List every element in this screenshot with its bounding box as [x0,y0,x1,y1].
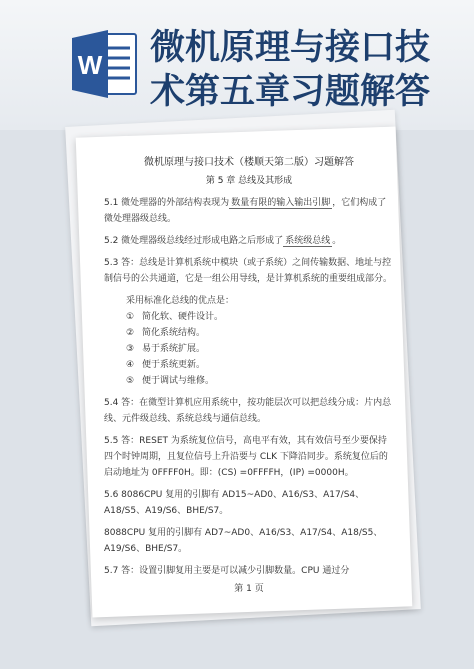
list-item: ⑤ 便于调试与维修。 [126,376,215,386]
page-number: 第 1 页 [234,584,264,594]
title-line-2: 术第五章习题解答 [150,72,431,112]
answer-5-6-8088: 8088CPU 复用的引脚有 AD7~AD0、A16/S3、A17/S4、A18/S5、A19/S6、BHE/S7。 [104,528,383,554]
answer-5-1-pre: 5.1 微处理器的外部结构表现为 [104,198,230,208]
answer-5-2-underlined: 系统级总线 [285,236,331,246]
answer-5-6-8086: 5.6 8086CPU 复用的引脚有 AD15~AD0、A16/S3、A17/S4、A18/S5、A19/S6、BHE/S7。 [104,490,365,516]
answer-5-2 [104,233,394,249]
answer-5-4: 5.4 答：在微型计算机应用系统中，按功能层次可以把总线分成：片内总线、元件级总线、系统总线与通信总线。 [104,398,392,424]
answer-5-3: 5.3 答：总线是计算机系统中模块（或子系统）之间传输数据、地址与控制信号的公共通道，它是一组公用导线，是计算机系统的重要组成部分。 [104,258,393,284]
svg-text:W: W [77,50,103,80]
title-line-1: 微机原理与接口技 [150,28,431,68]
word-icon [72,28,138,100]
answer-5-1-underlined: 数量有限的输入输出引脚 [231,198,331,208]
answer-5-2-pre: 5.2 微处理器级总线经过形成电路之后形成了 [104,236,284,246]
document-page [104,155,394,595]
advantages-list [126,293,394,389]
advantages-intro: 采用标准化总线的优点是： [126,296,235,306]
list-item: ① 简化软、硬件设计。 [126,312,224,322]
list-item: ② 简化系统结构。 [126,328,206,338]
answer-5-1 [104,195,394,227]
list-item: ④ 便于系统更新。 [126,360,206,370]
answer-5-2-post: 。 [332,236,342,246]
answer-5-7: 5.7 答：设置引脚复用主要是可以减少引脚数量。CPU 通过分 [104,566,350,576]
answer-5-5: 5.5 答：RESET 为系统复位信号，高电平有效，其有效信号至少要保持四个时钟周期，且复位信号上升沿要与 CLK 下降沿同步。系统复位后的启动地址为 0FFFF0H。即：(CS) =0FFFFH，(IP) =0000H。 [104,436,388,478]
answer-5-1-post: ，它们构成了微处理器级总线。 [104,198,387,224]
doc-subtitle: 第 5 章 总线及其形成 [205,176,293,186]
list-item: ③ 易于系统扩展。 [126,344,206,354]
doc-title: 微机原理与接口技术（楼顺天第二版）习题解答 [144,157,354,168]
page-title [150,26,470,114]
